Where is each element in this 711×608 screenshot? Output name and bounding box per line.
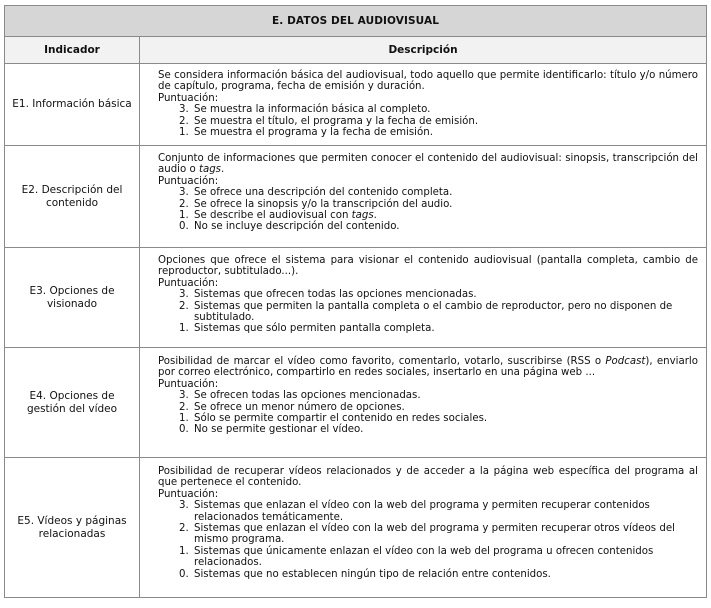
score-label: Puntuación: xyxy=(158,92,219,104)
score-number: 0. xyxy=(179,424,189,436)
score-text: Se ofrecen todas las opciones mencionadas. xyxy=(194,390,421,402)
score-text: Sistemas que únicamente enlazan el vídeo con la web del programa u ofrecen contenidos relacionados. xyxy=(194,545,654,569)
score-text: Sistemas que sólo permiten pantalla completa. xyxy=(194,323,435,335)
table-row xyxy=(5,458,707,598)
score-item xyxy=(158,210,698,221)
score-list xyxy=(158,500,698,580)
indicator-cell: E4. Opciones de gestión del vídeo xyxy=(5,348,140,458)
score-number: 3. xyxy=(179,187,189,199)
score-list xyxy=(158,187,698,233)
score-item xyxy=(158,127,698,138)
indicator-cell: E3. Opciones de visionado xyxy=(5,248,140,348)
score-item xyxy=(158,546,698,569)
score-number: 1. xyxy=(179,127,189,139)
description-intro: Opciones que ofrece el sistema para visionar el contenido audiovisual (pantalla completa, cambio de reproductor, subtitulado...). xyxy=(158,255,698,278)
table-header-row xyxy=(5,37,707,64)
score-item xyxy=(158,301,698,324)
indicator-cell: E5. Vídeos y páginas relacionadas xyxy=(5,458,140,598)
indicator-cell: E2. Descripción del contenido xyxy=(5,146,140,248)
score-label: Puntuación: xyxy=(158,488,219,500)
table-row xyxy=(5,248,707,348)
score-number: 2. xyxy=(179,401,189,413)
score-text: No se incluye descripción del contenido. xyxy=(194,221,400,233)
score-number: 3. xyxy=(179,289,189,301)
description-intro xyxy=(158,153,698,176)
score-text: No se permite gestionar el vídeo. xyxy=(194,424,364,436)
table-title: E. DATOS DEL AUDIOVISUAL xyxy=(5,6,707,37)
intro-text: . xyxy=(220,164,225,176)
column-header-description: Descripción xyxy=(140,37,707,64)
intro-emphasis: tags xyxy=(198,164,221,176)
table-row xyxy=(5,64,707,146)
description-cell xyxy=(140,64,707,146)
score-number: 3. xyxy=(179,104,189,116)
score-number: 0. xyxy=(179,568,189,580)
intro-text: ), enviarlo por correo electrónico, compartirlo en redes sociales, insertarlo en una página web ... xyxy=(158,356,698,379)
score-text-part: Se describe el audiovisual con xyxy=(194,210,352,222)
score-item xyxy=(158,424,698,435)
score-text: Sistemas que no establecen ningún tipo de relación entre contenidos. xyxy=(194,568,551,580)
score-number: 2. xyxy=(179,300,189,312)
score-text-part: . xyxy=(373,210,377,222)
score-number: 1. xyxy=(179,210,189,222)
description-intro: Posibilidad de recuperar vídeos relacionados y de acceder a la página web específica del programa al que pertenece el contenido. xyxy=(158,466,698,489)
score-list xyxy=(158,289,698,335)
score-text: Sistemas que enlazan el vídeo con la web del programa y permiten recuperar contenidos relacionados temáticamente. xyxy=(194,500,650,523)
score-number: 1. xyxy=(179,323,189,335)
score-text: Sólo se permite compartir el contenido en redes sociales. xyxy=(194,413,488,425)
score-text: Se ofrece una descripción del contenido completa. xyxy=(194,187,453,199)
score-text: Sistemas que ofrecen todas las opciones mencionadas. xyxy=(194,289,477,301)
score-item xyxy=(158,323,698,334)
description-intro: Se considera información básica del audiovisual, todo aquello que permite identificarlo: título y/o número de capítulo, programa, fecha de emisión y duración. xyxy=(158,70,698,93)
score-item xyxy=(158,199,698,210)
intro-text: Posibilidad de marcar el vídeo como favorito, comentarlo, votarlo, suscribirse (RSS o xyxy=(158,356,606,367)
score-number: 2. xyxy=(179,523,189,535)
description-cell xyxy=(140,146,707,248)
score-number: 3. xyxy=(179,390,189,402)
score-label: Puntuación: xyxy=(158,378,219,390)
audiovisual-indicators-table xyxy=(4,5,707,598)
score-item xyxy=(158,289,698,300)
score-number: 1. xyxy=(179,413,189,425)
score-text: Sistemas que permiten la pantalla completa o el cambio de reproductor, pero no disponen de subtitulado. xyxy=(194,300,673,324)
table-title-row xyxy=(5,6,707,37)
score-number: 1. xyxy=(179,545,189,557)
score-number: 0. xyxy=(179,221,189,233)
score-text: Se muestra el título, el programa y la fecha de emisión. xyxy=(194,115,479,127)
score-item xyxy=(158,523,698,546)
score-number: 3. xyxy=(179,500,189,512)
intro-emphasis: Podcast xyxy=(605,356,646,367)
score-text xyxy=(194,210,698,221)
score-label: Puntuación: xyxy=(158,277,219,289)
score-item xyxy=(158,116,698,127)
description-intro xyxy=(158,356,698,379)
score-text: Se ofrece la sinopsis y/o la transcripción del audio. xyxy=(194,198,453,210)
score-text: Sistemas que enlazan el vídeo con la web del programa y permiten recuperar otros vídeos del mismo programa. xyxy=(194,523,675,546)
intro-text: Conjunto de informaciones que permiten conocer el contenido del audiovisual: sinopsis, transcripción del audio o xyxy=(158,153,698,176)
column-header-indicator: Indicador xyxy=(5,37,140,64)
description-cell xyxy=(140,348,707,458)
score-number: 2. xyxy=(179,198,189,210)
table-row xyxy=(5,348,707,458)
score-item xyxy=(158,500,698,523)
description-cell xyxy=(140,458,707,598)
score-item xyxy=(158,390,698,401)
score-text: Se muestra la información básica al completo. xyxy=(194,104,431,116)
score-item xyxy=(158,104,698,115)
table-container xyxy=(4,5,706,598)
score-text: Se ofrece un menor número de opciones. xyxy=(194,401,405,413)
score-item xyxy=(158,413,698,424)
score-list xyxy=(158,390,698,436)
description-cell xyxy=(140,248,707,348)
score-item xyxy=(158,569,698,580)
score-list xyxy=(158,104,698,138)
table-row xyxy=(5,146,707,248)
score-text: Se muestra el programa y la fecha de emisión. xyxy=(194,127,433,139)
score-item xyxy=(158,221,698,232)
score-label: Puntuación: xyxy=(158,175,219,187)
score-number: 2. xyxy=(179,115,189,127)
score-item xyxy=(158,187,698,198)
score-item xyxy=(158,402,698,413)
indicator-cell: E1. Información básica xyxy=(5,64,140,146)
score-text-emphasis: tags xyxy=(351,210,374,222)
